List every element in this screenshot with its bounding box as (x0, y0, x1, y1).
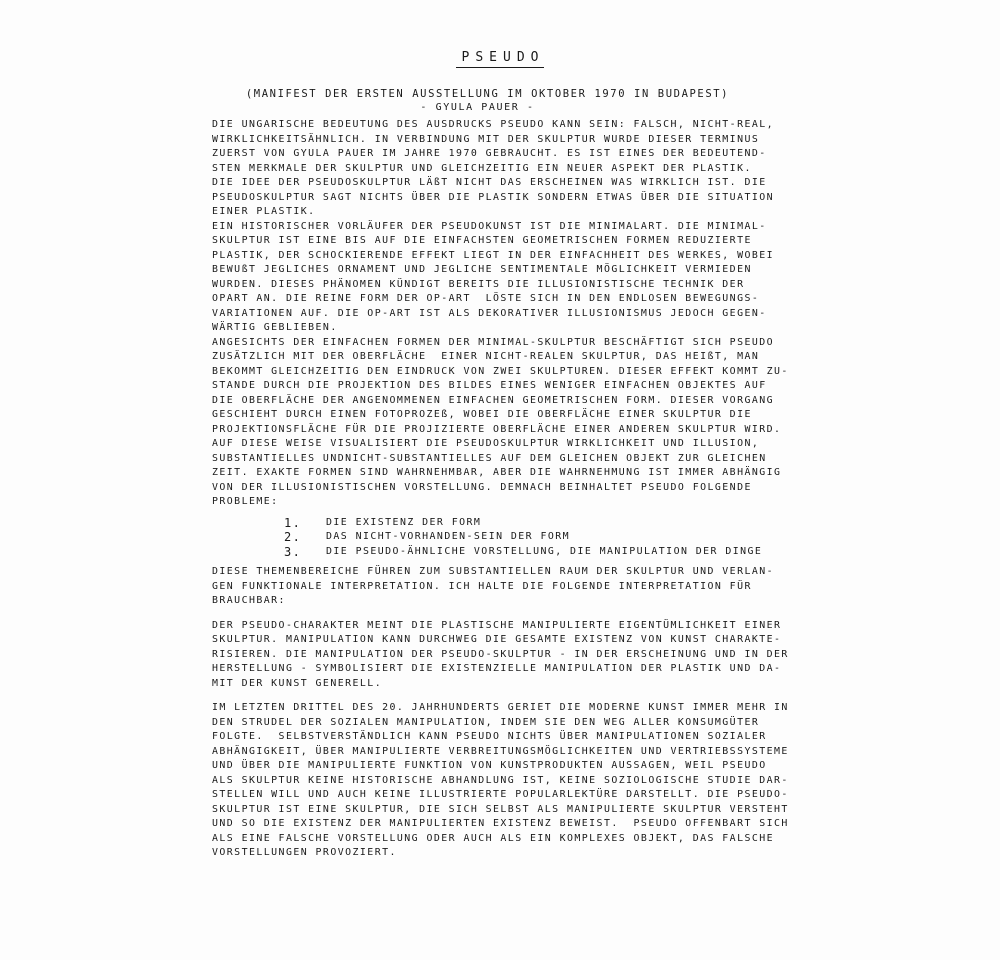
text-line: AUF DIESE WEISE VISUALISIERT DIE PSEUDOSKULPTUR WIRKLICHKEIT UND ILLUSION, (212, 438, 760, 449)
text-line: STANDE DURCH DIE PROJEKTION DES BILDES EINES WENIGER EINFACHEN OBJEKTES AUF (212, 380, 767, 391)
text-line: WÄRTIG GEBLIEBEN. (212, 322, 338, 333)
text-line: DIE IDEE DER PSEUDOSKULPTUR LÄßT NICHT DAS ERSCHEINEN WAS WIRKLICH IST. DIE (212, 177, 767, 188)
text-line: HERSTELLUNG - SYMBOLISIERT DIE EXISTENZIELLE MANIPULATION DER PLASTIK UND DA- (212, 663, 782, 674)
text-line: ZUERST VON GYULA PAUER IM JAHRE 1970 GEBRAUCHT. ES IST EINES DER BEDEUTEND- (212, 148, 767, 159)
text-line: EINER PLASTIK. (212, 206, 316, 217)
subtitle: (MANIFEST DER ERSTEN AUSSTELLUNG IM OKTOBER 1970 IN BUDAPEST) (245, 88, 730, 100)
page-title (0, 50, 1000, 65)
text-line: ALS EINE FALSCHE VORSTELLUNG ODER AUCH ALS EIN KOMPLEXES OBJEKT, DAS FALSCHE (212, 832, 775, 844)
text-line: SKULPTUR IST EINE BIS AUF DIE EINFACHSTEN GEOMETRISCHEN FORMEN REDUZIERTE (212, 235, 752, 246)
problem-text: DIE PSEUDO-ÄHNLICHE VORSTELLUNG, DIE MANIPULATION DER DINGE (326, 545, 763, 557)
text-line: BEKOMMT GLEICHZEITIG DEN EINDRUCK VON ZWEI SKULPTUREN. DIESER EFFEKT KOMMT ZU- (212, 365, 789, 377)
text-line: GESCHIEHT DURCH EINEN FOTOPROZEß, WOBEI DIE OBERFLÄCHE EINER SKULPTUR DIE (212, 409, 752, 420)
text-line: PSEUDOSKULPTUR SAGT NICHTS ÜBER DIE PLASTIK SONDERN ETWAS ÜBER DIE SITUATION (212, 191, 775, 203)
title-text: PSEUDO (456, 50, 545, 68)
text-line: DIESE THEMENBEREICHE FÜHREN ZUM SUBSTANTIELLEN RAUM DER SKULPTUR UND VERLAN- (212, 566, 775, 577)
paragraph-block-century (212, 701, 882, 861)
text-line: WURDEN. DIESES PHÄNOMEN KÜNDIGT BEREITS DIE ILLUSIONISTISCHE TECHNIK DER (212, 278, 745, 290)
text-line: STELLEN WILL UND AUCH KEINE ILLUSTRIERTE POPULARLEKTÜRE DARSTELLT. DIE PSEUDO- (212, 789, 789, 800)
text-line: GEN FUNKTIONALE INTERPRETATION. ICH HALTE DIE FOLGENDE INTERPRETATION FÜR (212, 580, 752, 592)
text-line: WIRKLICHKEITSÄHNLICH. IN VERBINDUNG MIT DER SKULPTUR WURDE DIESER TERMINUS (212, 133, 760, 145)
problem-item (212, 516, 882, 531)
problem-list (212, 516, 882, 560)
text-line: DEN STRUDEL DER SOZIALEN MANIPULATION, INDEM SIE DEN WEG ALLER KONSUMGÜTER (212, 716, 760, 728)
text-line: VON DER ILLUSIONISTISCHEN VORSTELLUNG. DEMNACH BEINHALTET PSEUDO FOLGENDE (212, 481, 752, 493)
text-line: UND ÜBER DIE MANIPULIERTE FUNKTION VON KUNSTPRODUKTEN AUSSAGEN, WEIL PSEUDO (212, 760, 767, 771)
author-line: - GYULA PAUER - (420, 102, 535, 113)
text-line: SKULPTUR IST EINE SKULPTUR, DIE SICH SELBST ALS MANIPULIERTE SKULPTUR VERSTEHT (212, 803, 789, 815)
body-text (212, 118, 882, 861)
text-line: EIN HISTORISCHER VORLÄUFER DER PSEUDOKUNST IST DIE MINIMALART. DIE MINIMAL- (212, 220, 767, 232)
text-line: FOLGTE. SELBSTVERSTÄNDLICH KANN PSEUDO NICHTS ÜBER MANIPULATIONEN SOZIALER (212, 731, 767, 742)
problem-number: 1. (284, 515, 302, 530)
text-line: OPART AN. DIE REINE FORM DER OP-ART LÖSTE SICH IN DEN ENDLOSEN BEWEGUNGS- (212, 293, 760, 304)
text-line: VORSTELLUNGEN PROVOZIERT. (212, 847, 397, 858)
problem-number: 2. (284, 530, 302, 544)
text-line: ZUSÄTZLICH MIT DER OBERFLÄCHE EINER NICHT-REALEN SKULPTUR, DAS HEIßT, MAN (212, 351, 760, 362)
text-line: VARIATIONEN AUF. DIE OP-ART IST ALS DEKORATIVER ILLUSIONISMUS JEDOCH GEGEN- (212, 307, 767, 319)
text-line: PROBLEME: (212, 496, 279, 507)
paragraph-block-themes (212, 565, 882, 609)
text-line: IM LETZTEN DRITTEL DES 20. JAHRHUNDERTS GERIET DIE MODERNE KUNST IMMER MEHR IN (212, 702, 789, 713)
text-line: SKULPTUR. MANIPULATION KANN DURCHWEG DIE GESAMTE EXISTENZ VON KUNST CHARAKTE- (212, 634, 782, 645)
problem-item (212, 530, 882, 545)
problem-item (212, 545, 882, 560)
text-line: PROJEKTIONSFLÄCHE FÜR DIE PROJIZIERTE OBERFLÄCHE EINER ANDEREN SKULPTUR WIRD. (212, 423, 782, 435)
text-line: DIE UNGARISCHE BEDEUTUNG DES AUSDRUCKS PSEUDO KANN SEIN: FALSCH, NICHT-REAL, (212, 119, 775, 130)
text-line: ANGESICHTS DER EINFACHEN FORMEN DER MINIMAL-SKULPTUR BESCHÄFTIGT SICH PSEUDO (212, 336, 775, 348)
text-line: BRAUCHBAR: (212, 595, 286, 606)
text-line: ALS SKULPTUR KEINE HISTORISCHE ABHANDLUNG IST, KEINE SOZIOLOGISCHE STUDIE DAR- (212, 774, 789, 786)
text-line: UND SO DIE EXISTENZ DER MANIPULIERTEN EXISTENZ BEWEIST. PSEUDO OFFENBART SICH (212, 818, 789, 829)
problem-text: DAS NICHT-VORHANDEN-SEIN DER FORM (326, 531, 571, 542)
text-line: ABHÄNGIGKEIT, ÜBER MANIPULIERTE VERBREITUNGSMÖGLICHKEITEN UND VERTRIEBSSYSTEME (212, 745, 789, 757)
text-line: RISIEREN. DIE MANIPULATION DER PSEUDO-SKULPTUR - IN DER ERSCHEINUNG UND IN DER (212, 648, 789, 660)
text-line: BEWUßT JEGLICHES ORNAMENT UND JEGLICHE SENTIMENTALE MÖGLICHKEIT VERMIEDEN (212, 264, 752, 275)
text-line: MIT DER KUNST GENERELL. (212, 677, 383, 689)
text-line: DER PSEUDO-CHARAKTER MEINT DIE PLASTISCHE MANIPULIERTE EIGENTÜMLICHKEIT EINER (212, 619, 782, 631)
text-line: DIE OBERFLÄCHE DER ANGENOMMENEN EINFACHEN GEOMETRISCHEN FORM. DIESER VORGANG (212, 394, 775, 406)
paragraph-block-character (212, 619, 882, 692)
text-line: ZEIT. EXAKTE FORMEN SIND WAHRNEHMBAR, ABER DIE WAHRNEHMUNG IST IMMER ABHÄNGIG (212, 467, 782, 478)
text-line: PLASTIK, DER SCHOCKIERENDE EFFEKT LIEGT IN DER EINFACHHEIT DES WERKES, WOBEI (212, 249, 775, 261)
problem-number: 3. (284, 544, 302, 559)
text-line: STEN MERKMALE DER SKULPTUR UND GLEICHZEITIG EIN NEUER ASPEKT DER PLASTIK. (212, 162, 752, 174)
paragraph-block-intro (212, 118, 882, 510)
problem-text: DIE EXISTENZ DER FORM (326, 516, 482, 528)
text-line: SUBSTANTIELLES UNDNICHT-SUBSTANTIELLES AUF DEM GLEICHEN OBJEKT ZUR GLEICHEN (212, 452, 767, 464)
